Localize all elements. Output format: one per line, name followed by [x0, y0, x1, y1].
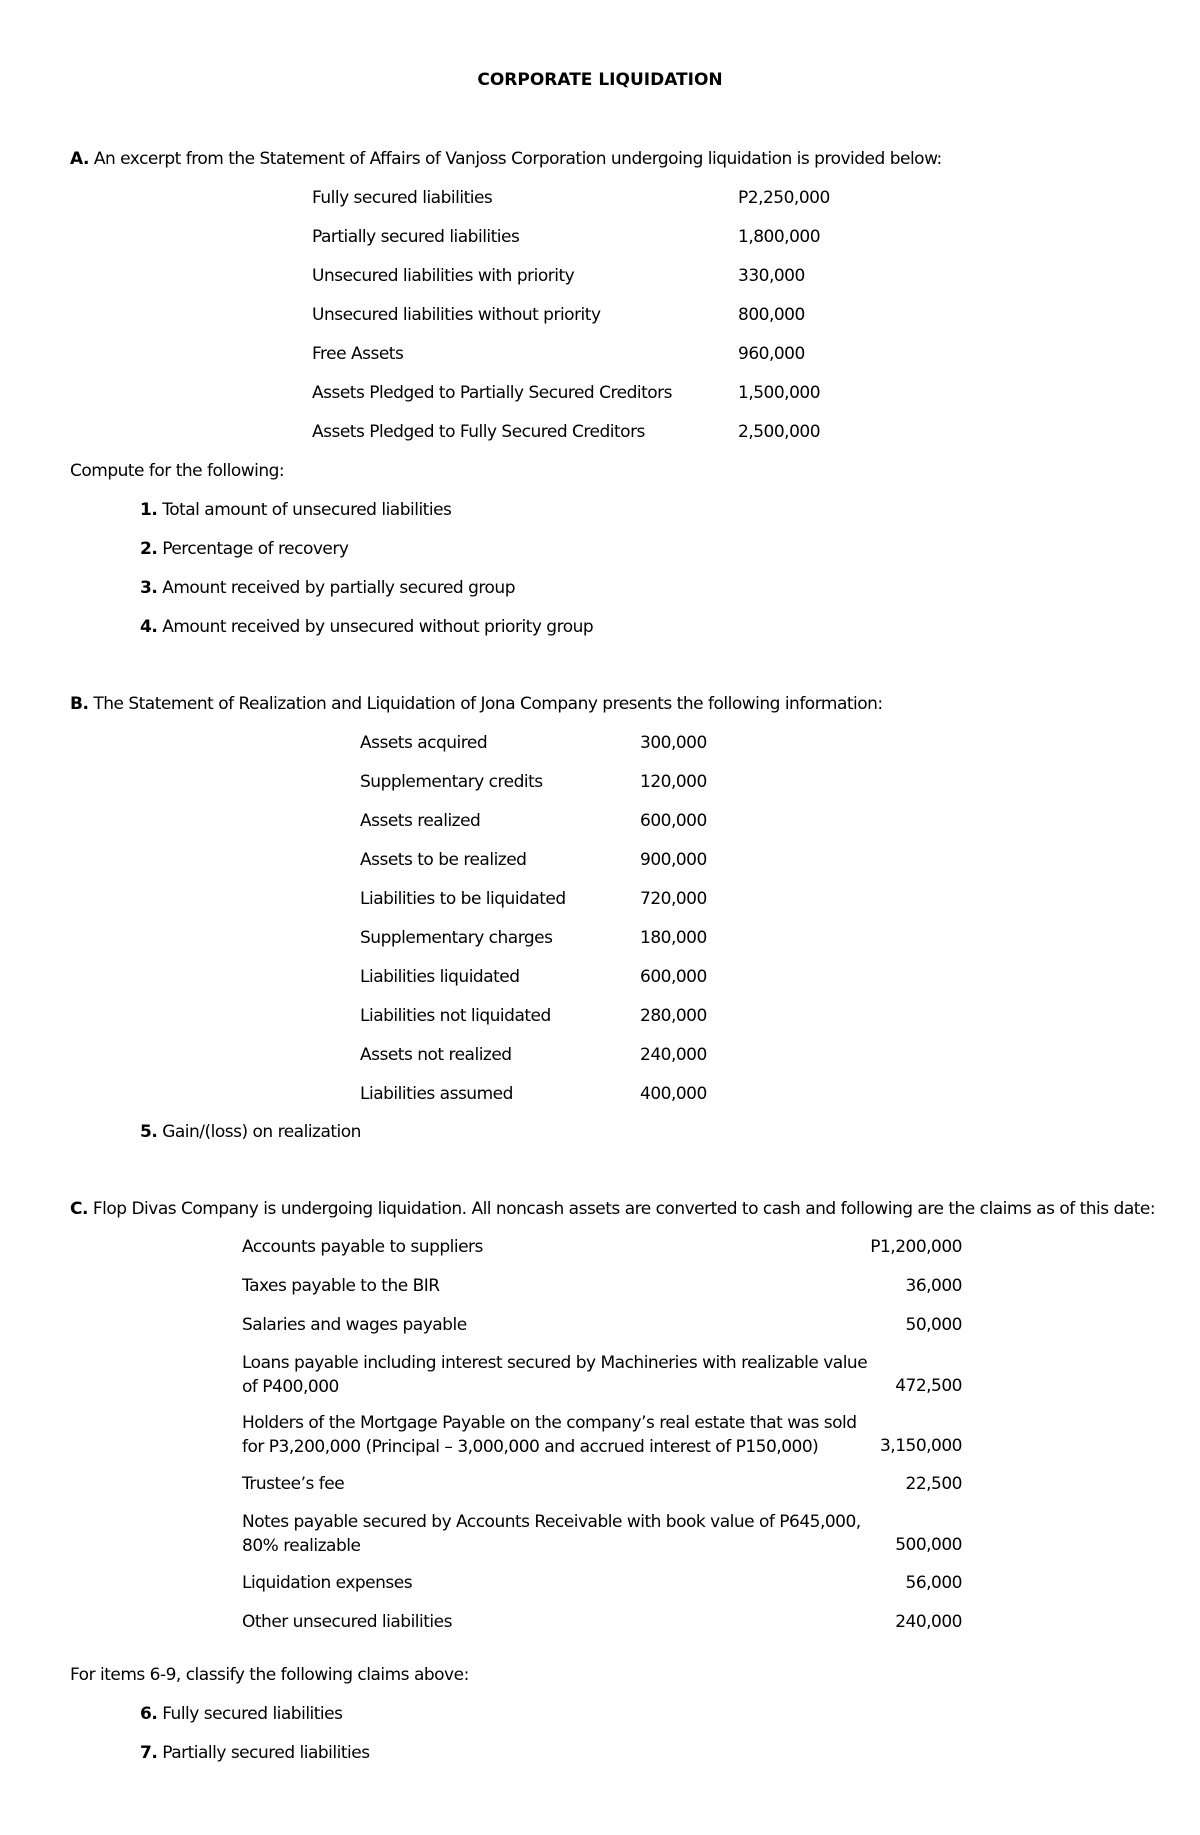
table-row: [242, 1354, 962, 1414]
question-number: 5.: [140, 1122, 158, 1142]
question-item: [140, 1122, 361, 1142]
table-row: [242, 1276, 962, 1315]
row-label: Supplementary charges: [360, 928, 553, 948]
classify-label: For items 6-9, classify the following claims above:: [70, 1665, 469, 1685]
row-value: 400,000: [640, 1084, 707, 1104]
row-value: 2,500,000: [738, 422, 821, 442]
section-b-intro: [70, 694, 883, 714]
row-value: 50,000: [905, 1315, 962, 1335]
row-value: P1,200,000: [870, 1237, 962, 1257]
row-label: Salaries and wages payable: [242, 1315, 467, 1335]
row-label: Trustee’s fee: [242, 1474, 345, 1494]
row-value: 472,500: [895, 1376, 962, 1396]
table-row: [242, 1573, 962, 1612]
question-number: 3.: [140, 578, 158, 598]
question-text: Fully secured liabilities: [162, 1704, 343, 1724]
row-value: 1,800,000: [738, 227, 821, 247]
question-number: 4.: [140, 617, 158, 637]
row-label: Assets Pledged to Partially Secured Creditors: [312, 383, 672, 403]
row-label: Fully secured liabilities: [312, 188, 493, 208]
row-value: 600,000: [640, 967, 707, 987]
row-value: 22,500: [905, 1474, 962, 1494]
row-label: Liabilities to be liquidated: [360, 889, 566, 909]
table-row: [242, 1474, 962, 1513]
row-value: 960,000: [738, 344, 805, 364]
row-label: Liquidation expenses: [242, 1573, 413, 1593]
row-label-line: 80% realizable: [242, 1536, 361, 1556]
table-row: [242, 1513, 962, 1573]
row-label: Accounts payable to suppliers: [242, 1237, 483, 1257]
question-text: Percentage of recovery: [162, 539, 349, 559]
row-value: 240,000: [895, 1612, 962, 1632]
row-label-line: Holders of the Mortgage Payable on the company’s real estate that was sold: [242, 1413, 857, 1433]
row-label: Assets not realized: [360, 1045, 512, 1065]
page-title: CORPORATE LIQUIDATION: [477, 70, 723, 90]
question-item: [140, 539, 348, 559]
row-value: 56,000: [905, 1573, 962, 1593]
question-text: Gain/(loss) on realization: [162, 1122, 361, 1142]
row-label: Taxes payable to the BIR: [242, 1276, 440, 1296]
row-value: 300,000: [640, 733, 707, 753]
row-label: Assets Pledged to Fully Secured Creditors: [312, 422, 645, 442]
row-value: 600,000: [640, 811, 707, 831]
row-value: 500,000: [895, 1535, 962, 1555]
section-a-label: A.: [70, 149, 89, 169]
section-c-intro-text: Flop Divas Company is undergoing liquidation. All noncash assets are converted to cash and following are the claims as of this date:: [92, 1199, 1156, 1219]
question-number: 2.: [140, 539, 158, 559]
row-label: Liabilities liquidated: [360, 967, 520, 987]
table-row: [242, 1315, 962, 1354]
question-item: [140, 1704, 342, 1724]
row-value: 120,000: [640, 772, 707, 792]
claims-table: [242, 1237, 962, 1651]
row-label: [242, 1411, 857, 1459]
question-text: Total amount of unsecured liabilities: [162, 500, 452, 520]
row-label: [242, 1351, 867, 1399]
section-c-intro: [70, 1199, 1155, 1219]
row-value: 180,000: [640, 928, 707, 948]
question-text: Amount received by partially secured group: [162, 578, 515, 598]
row-label: Unsecured liabilities with priority: [312, 266, 575, 286]
section-a-intro-text: An excerpt from the Statement of Affairs of Vanjoss Corporation undergoing liquidation is provided below:: [93, 149, 942, 169]
table-row: [242, 1414, 962, 1474]
question-number: 1.: [140, 500, 158, 520]
section-b-label: B.: [70, 694, 89, 714]
section-a-intro: [70, 149, 942, 169]
row-label-line: Notes payable secured by Accounts Receivable with book value of P645,000,: [242, 1512, 861, 1532]
question-item: [140, 1743, 370, 1763]
row-value: 330,000: [738, 266, 805, 286]
question-number: 7.: [140, 1743, 158, 1763]
row-label-line: Loans payable including interest secured by Machineries with realizable value: [242, 1353, 868, 1373]
row-label: Liabilities assumed: [360, 1084, 513, 1104]
row-label: Partially secured liabilities: [312, 227, 520, 247]
question-item: [140, 578, 515, 598]
row-label: Assets realized: [360, 811, 481, 831]
row-label: Assets acquired: [360, 733, 488, 753]
question-item: [140, 500, 451, 520]
row-label: [242, 1510, 861, 1558]
table-row: [242, 1612, 962, 1651]
section-b-intro-text: The Statement of Realization and Liquidation of Jona Company presents the following information:: [93, 694, 883, 714]
row-label: Other unsecured liabilities: [242, 1612, 452, 1632]
row-value: 3,150,000: [879, 1436, 962, 1456]
row-value: P2,250,000: [738, 188, 830, 208]
row-label: Supplementary credits: [360, 772, 543, 792]
row-label: Free Assets: [312, 344, 404, 364]
question-number: 6.: [140, 1704, 158, 1724]
question-text: Partially secured liabilities: [162, 1743, 370, 1763]
row-label: Assets to be realized: [360, 850, 527, 870]
row-value: 800,000: [738, 305, 805, 325]
row-value: 720,000: [640, 889, 707, 909]
row-value: 280,000: [640, 1006, 707, 1026]
row-label-line: of P400,000: [242, 1377, 339, 1397]
row-value: 240,000: [640, 1045, 707, 1065]
question-item: [140, 617, 593, 637]
row-value: 900,000: [640, 850, 707, 870]
question-text: Amount received by unsecured without priority group: [162, 617, 594, 637]
section-c-label: C.: [70, 1199, 88, 1219]
table-row: [242, 1237, 962, 1276]
compute-label: Compute for the following:: [70, 461, 285, 481]
row-value: 36,000: [905, 1276, 962, 1296]
row-label-line: for P3,200,000 (Principal – 3,000,000 and accrued interest of P150,000): [242, 1437, 819, 1457]
row-label: Liabilities not liquidated: [360, 1006, 551, 1026]
row-value: 1,500,000: [738, 383, 821, 403]
row-label: Unsecured liabilities without priority: [312, 305, 601, 325]
